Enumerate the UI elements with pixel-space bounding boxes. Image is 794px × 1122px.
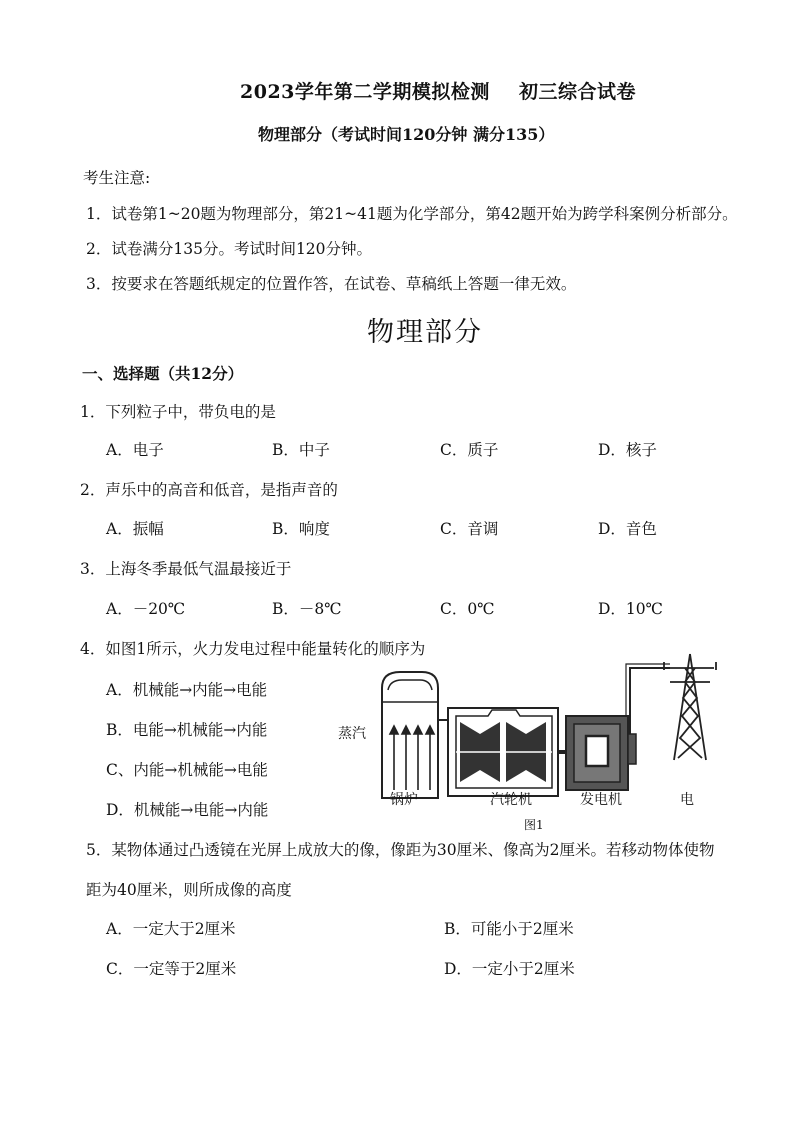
question-2-stem: 2．声乐中的高音和低音，是指声音的 bbox=[80, 481, 338, 499]
question-4-option-c: C、内能→机械能→电能 bbox=[106, 761, 268, 779]
question-5-stem-line-1: 5．某物体通过凸透镜在光屏上成放大的像，像距为30厘米、像高为2厘米。若移动物体使物 bbox=[86, 841, 715, 859]
exam-title-suffix: 初三综合试卷 bbox=[519, 81, 637, 103]
notice-item-1: 1．试卷第1~20题为物理部分，第21~41题为化学部分，第42题开始为跨学科案例分析部分。 bbox=[86, 205, 738, 223]
question-3-option-c: C．0℃ bbox=[440, 600, 495, 618]
question-5-option-d: D．一定小于2厘米 bbox=[444, 960, 575, 978]
label-boiler: 锅炉 bbox=[390, 792, 418, 808]
question-2-option-b: B．响度 bbox=[272, 520, 330, 538]
question-5-option-b: B．可能小于2厘米 bbox=[444, 920, 574, 938]
question-5-stem-line-2: 距为40厘米，则所成像的高度 bbox=[86, 881, 292, 899]
label-turbine: 汽轮机 bbox=[490, 792, 532, 808]
label-electricity: 电 bbox=[680, 792, 694, 808]
question-4-option-a: A．机械能→内能→电能 bbox=[106, 681, 268, 699]
notice-heading: 考生注意: bbox=[83, 169, 151, 187]
transmission-tower-icon bbox=[664, 654, 716, 760]
question-4-option-d: D．机械能→电能→内能 bbox=[106, 801, 269, 819]
label-generator: 发电机 bbox=[580, 792, 622, 808]
figure-1-power-plant bbox=[330, 650, 730, 835]
question-1-option-c: C．质子 bbox=[440, 441, 499, 459]
notice-item-2: 2．试卷满分135分。考试时间120分钟。 bbox=[86, 240, 373, 258]
label-steam: 蒸汽 bbox=[338, 726, 366, 742]
question-2-option-a: A．振幅 bbox=[106, 520, 164, 538]
question-5-option-c: C．一定等于2厘米 bbox=[106, 960, 237, 978]
power-line-inner bbox=[626, 664, 670, 734]
exam-title-main: 2023学年第二学期模拟检测 bbox=[240, 81, 490, 103]
question-5-option-a: A．一定大于2厘米 bbox=[106, 920, 236, 938]
turbine-icon bbox=[448, 708, 566, 796]
question-2-option-c: C．音调 bbox=[440, 520, 499, 538]
exam-subtitle: 物理部分（考试时间120分钟 满分135） bbox=[258, 125, 555, 144]
question-3-option-b: B．－8℃ bbox=[272, 600, 342, 618]
part-heading: 一、选择题（共12分） bbox=[82, 364, 244, 383]
question-1-option-d: D．核子 bbox=[598, 441, 657, 459]
figure-1-caption: 图1 bbox=[524, 818, 544, 832]
question-3-option-d: D．10℃ bbox=[598, 600, 663, 618]
question-3-stem: 3．上海冬季最低气温最接近于 bbox=[80, 560, 292, 578]
question-1-option-b: B．中子 bbox=[272, 441, 330, 459]
question-1-option-a: A．电子 bbox=[106, 441, 164, 459]
question-4-stem: 4．如图1所示，火力发电过程中能量转化的顺序为 bbox=[80, 640, 426, 658]
exam-title bbox=[240, 77, 636, 104]
question-4-option-b: B．电能→机械能→内能 bbox=[106, 721, 268, 739]
question-3-option-a: A．－20℃ bbox=[106, 600, 186, 618]
notice-item-3: 3．按要求在答题纸规定的位置作答，在试卷、草稿纸上答题一律无效。 bbox=[86, 275, 577, 293]
power-line bbox=[630, 668, 670, 734]
question-1-stem: 1．下列粒子中，带负电的是 bbox=[80, 403, 276, 421]
question-2-option-d: D．音色 bbox=[598, 520, 657, 538]
section-title: 物理部分 bbox=[367, 317, 483, 348]
boiler-icon bbox=[382, 672, 438, 798]
generator-icon bbox=[566, 716, 636, 790]
